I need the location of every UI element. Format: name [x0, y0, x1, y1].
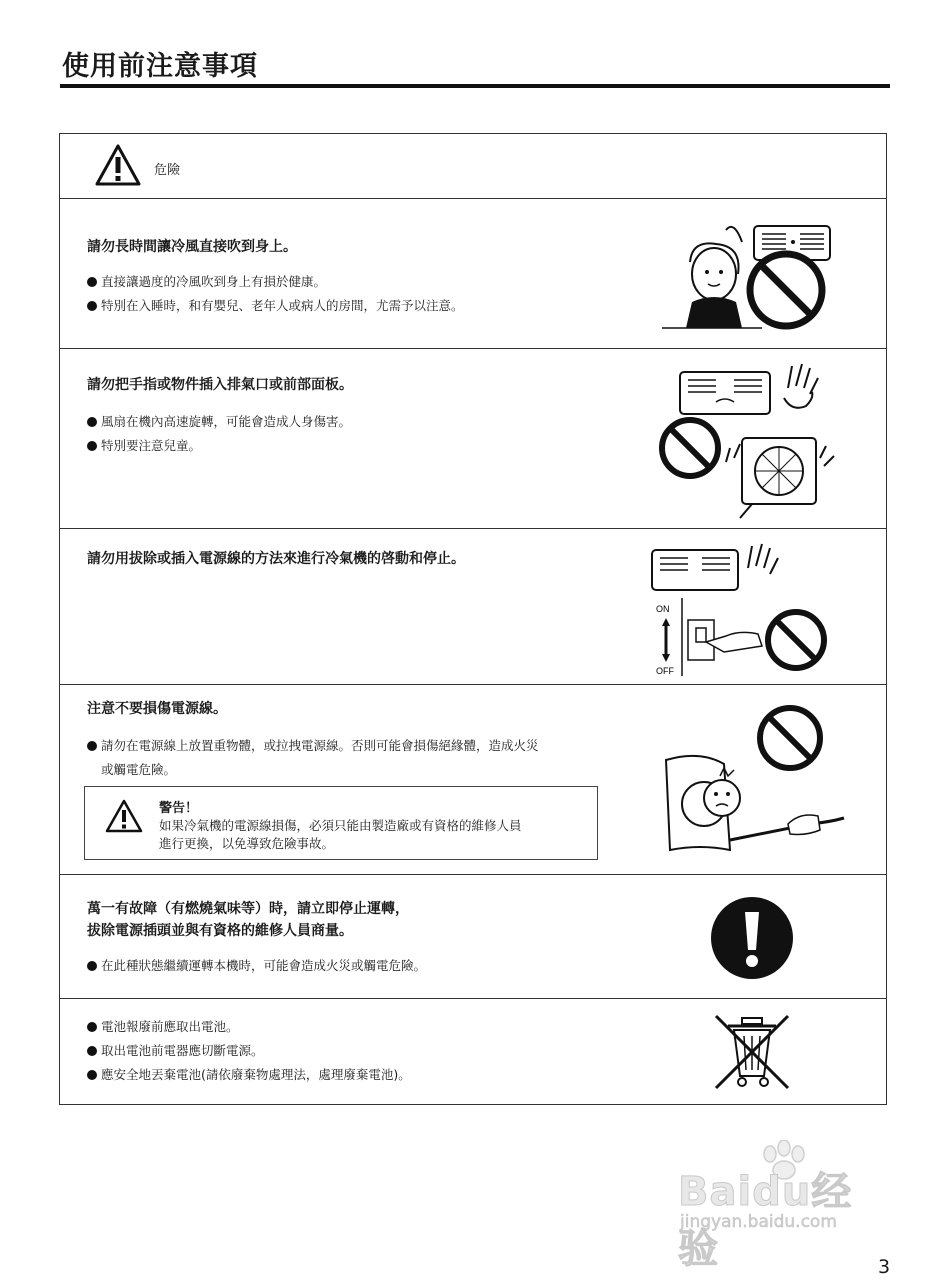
- section-heading: 請勿長時間讓冷風直接吹到身上。: [87, 239, 297, 255]
- bullet-list: [87, 270, 464, 318]
- page-title: 使用前注意事項: [62, 51, 258, 82]
- page-number: 3: [878, 1256, 891, 1278]
- section-heading: 請勿用拔除或插入電源線的方法來進行冷氣機的啓動和停止。: [87, 551, 465, 567]
- warning-line: 如果冷氣機的電源線損傷，必須只能由製造廠或有資格的維修人員: [159, 818, 522, 833]
- section-heading: [87, 898, 409, 942]
- safety-frame: [59, 133, 887, 1105]
- list-item: 請勿在電源線上放置重物體，或拉拽電源線。否則可能會損傷絕緣體，造成火災: [87, 734, 539, 758]
- hands-near-fan-illustration: [656, 358, 846, 520]
- warning-triangle-icon: [94, 143, 142, 187]
- exclamation-mandatory-icon: [710, 896, 794, 980]
- list-item: 應安全地丟棄電池(請依廢棄物處理法，處理廢棄電池)。: [87, 1063, 411, 1087]
- list-item: 特別在入睡時，和有嬰兒、老年人或病人的房間，尤需予以注意。: [87, 294, 464, 318]
- heading-line: 萬一有故障（有燃燒氣味等）時，請立即停止運轉，: [87, 901, 409, 917]
- list-item: 風扇在機內高速旋轉，可能會造成人身傷害。: [87, 410, 351, 434]
- warning-line: 進行更換，以免導致危險事故。: [159, 836, 335, 851]
- section-heading: 請勿把手指或物件插入排氣口或前部面板。: [87, 377, 353, 393]
- switch-off-label: OFF: [656, 666, 674, 676]
- warning-triangle-icon: [105, 799, 143, 833]
- bullet-list: [87, 410, 351, 458]
- list-item: 特別要注意兒童。: [87, 434, 351, 458]
- section-heading: 注意不要損傷電源線。: [87, 701, 227, 717]
- damaged-cord-illustration: [660, 704, 846, 860]
- section-fingers: [60, 348, 886, 529]
- section-power-plug: [60, 528, 886, 685]
- section-power-cord: [60, 684, 886, 875]
- danger-label: 危險: [154, 163, 181, 178]
- section-battery: [60, 998, 886, 1104]
- list-item: 取出電池前電器應切斷電源。: [87, 1039, 411, 1063]
- danger-header: [60, 134, 886, 199]
- switch-on-label: ON: [656, 604, 670, 614]
- list-item: 電池報廢前應取出電池。: [87, 1015, 411, 1039]
- section-malfunction: [60, 874, 886, 999]
- warning-text: [159, 817, 589, 853]
- switch-illustration: [644, 538, 834, 676]
- crossed-bin-icon: [712, 1012, 792, 1092]
- warning-title: 警告！: [159, 801, 199, 816]
- person-under-ac-illustration: [662, 212, 834, 338]
- baidu-watermark: [678, 1140, 893, 1272]
- bullet-list: [87, 954, 426, 978]
- watermark-brand: Baidu经验: [678, 1169, 853, 1272]
- list-item-continuation: 或觸電危險。: [101, 762, 177, 777]
- watermark-url: jingyan.baidu.com: [680, 1212, 837, 1232]
- section-cold-air: [60, 198, 886, 349]
- title-rule: [60, 84, 890, 88]
- heading-line: 拔除電源插頭並與有資格的維修人員商量。: [87, 923, 353, 939]
- bullet-list: [87, 734, 539, 782]
- bullet-list: [87, 1015, 411, 1087]
- warning-box: [84, 786, 598, 860]
- list-item: 直接讓過度的冷風吹到身上有損於健康。: [87, 270, 464, 294]
- list-item: 在此種狀態繼續運轉本機時，可能會造成火災或觸電危險。: [87, 954, 426, 978]
